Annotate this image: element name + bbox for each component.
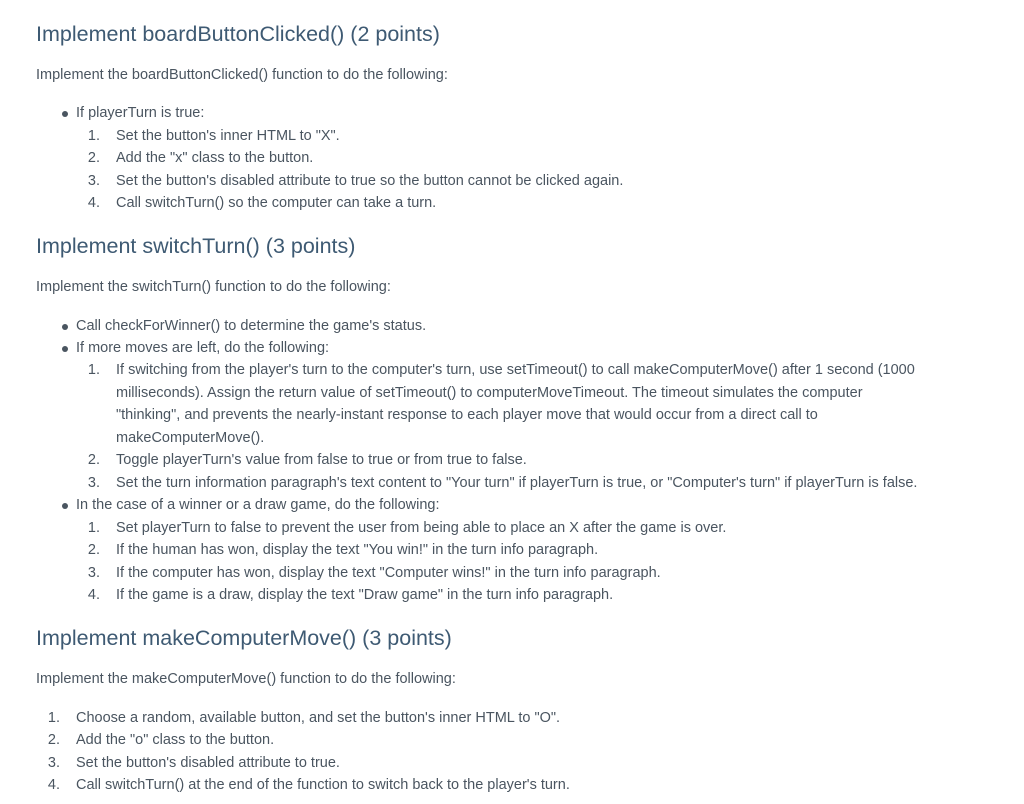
step-number: 1.	[87, 362, 100, 378]
step-text: Set the button's disabled attribute to true.	[76, 755, 340, 771]
numbered-step	[87, 472, 918, 495]
numbered-step	[47, 729, 275, 752]
step-number: 2.	[87, 542, 100, 558]
step-text: Set playerTurn to false to prevent the user from being able to place an X after the game is over.	[116, 520, 727, 536]
section-heading-makecomputermove: Implement makeComputerMove() (3 points)	[36, 626, 452, 650]
step-number: 2.	[47, 732, 60, 748]
step-text: Set the button's inner HTML to "X".	[116, 128, 340, 144]
bullet-item: If more moves are left, do the following:	[76, 337, 329, 360]
section-intro: Implement the boardButtonClicked() function to do the following:	[36, 67, 448, 83]
step-text: If the human has won, display the text "You win!" in the turn info paragraph.	[116, 542, 599, 558]
step-text: Choose a random, available button, and set the button's inner HTML to "O".	[76, 710, 561, 726]
step-text: Toggle playerTurn's value from false to true or from true to false.	[116, 452, 527, 468]
step-text-continued: makeComputerMove().	[116, 430, 265, 446]
step-text-continued: milliseconds). Assign the return value of setTimeout() to computerMoveTimeout. The timeout simulates the computer	[116, 385, 863, 401]
numbered-step	[87, 359, 915, 382]
step-text-continued: "thinking", and prevents the nearly-instant response to each player move that would occur from a direct call to	[116, 407, 818, 423]
numbered-step	[47, 752, 340, 775]
numbered-step	[87, 170, 624, 193]
step-number: 2.	[87, 452, 100, 468]
step-number: 2.	[87, 150, 100, 166]
step-text: Add the "o" class to the button.	[76, 732, 275, 748]
bullet-item: In the case of a winner or a draw game, do the following:	[76, 494, 440, 517]
numbered-step	[87, 539, 599, 562]
step-text: Set the button's disabled attribute to true so the button cannot be clicked again.	[116, 173, 624, 189]
section-heading-boardbuttonclicked: Implement boardButtonClicked() (2 points)	[36, 22, 440, 46]
numbered-step	[47, 707, 561, 730]
step-text: Call switchTurn() so the computer can take a turn.	[116, 195, 437, 211]
numbered-step	[87, 562, 661, 585]
numbered-step	[87, 449, 527, 472]
step-number: 3.	[47, 755, 60, 771]
step-text: If switching from the player's turn to the computer's turn, use setTimeout() to call makeComputerMove() after 1 second (1000	[116, 362, 915, 378]
step-number: 1.	[47, 710, 60, 726]
bullet-item: Call checkForWinner() to determine the game's status.	[76, 315, 426, 338]
step-number: 4.	[87, 195, 100, 211]
step-number: 3.	[87, 565, 100, 581]
step-number: 3.	[87, 173, 100, 189]
step-text: Set the turn information paragraph's text content to "Your turn" if playerTurn is true, or "Computer's turn" if playerTurn is false.	[116, 475, 918, 491]
section-intro: Implement the switchTurn() function to do the following:	[36, 279, 391, 295]
numbered-step	[87, 147, 314, 170]
step-number: 4.	[87, 587, 100, 603]
step-number: 1.	[87, 520, 100, 536]
numbered-step	[47, 774, 570, 797]
bullet-item: If playerTurn is true:	[76, 102, 204, 125]
section-intro: Implement the makeComputerMove() function to do the following:	[36, 671, 456, 687]
step-number: 3.	[87, 475, 100, 491]
section-heading-switchturn: Implement switchTurn() (3 points)	[36, 234, 356, 258]
step-text: If the computer has won, display the text "Computer wins!" in the turn info paragraph.	[116, 565, 661, 581]
step-text: Call switchTurn() at the end of the function to switch back to the player's turn.	[76, 777, 570, 793]
numbered-step	[87, 192, 437, 215]
numbered-step	[87, 517, 727, 540]
step-text: If the game is a draw, display the text "Draw game" in the turn info paragraph.	[116, 587, 614, 603]
numbered-step	[87, 584, 614, 607]
step-text: Add the "x" class to the button.	[116, 150, 314, 166]
step-number: 1.	[87, 128, 100, 144]
step-number: 4.	[47, 777, 60, 793]
numbered-step	[87, 125, 340, 148]
